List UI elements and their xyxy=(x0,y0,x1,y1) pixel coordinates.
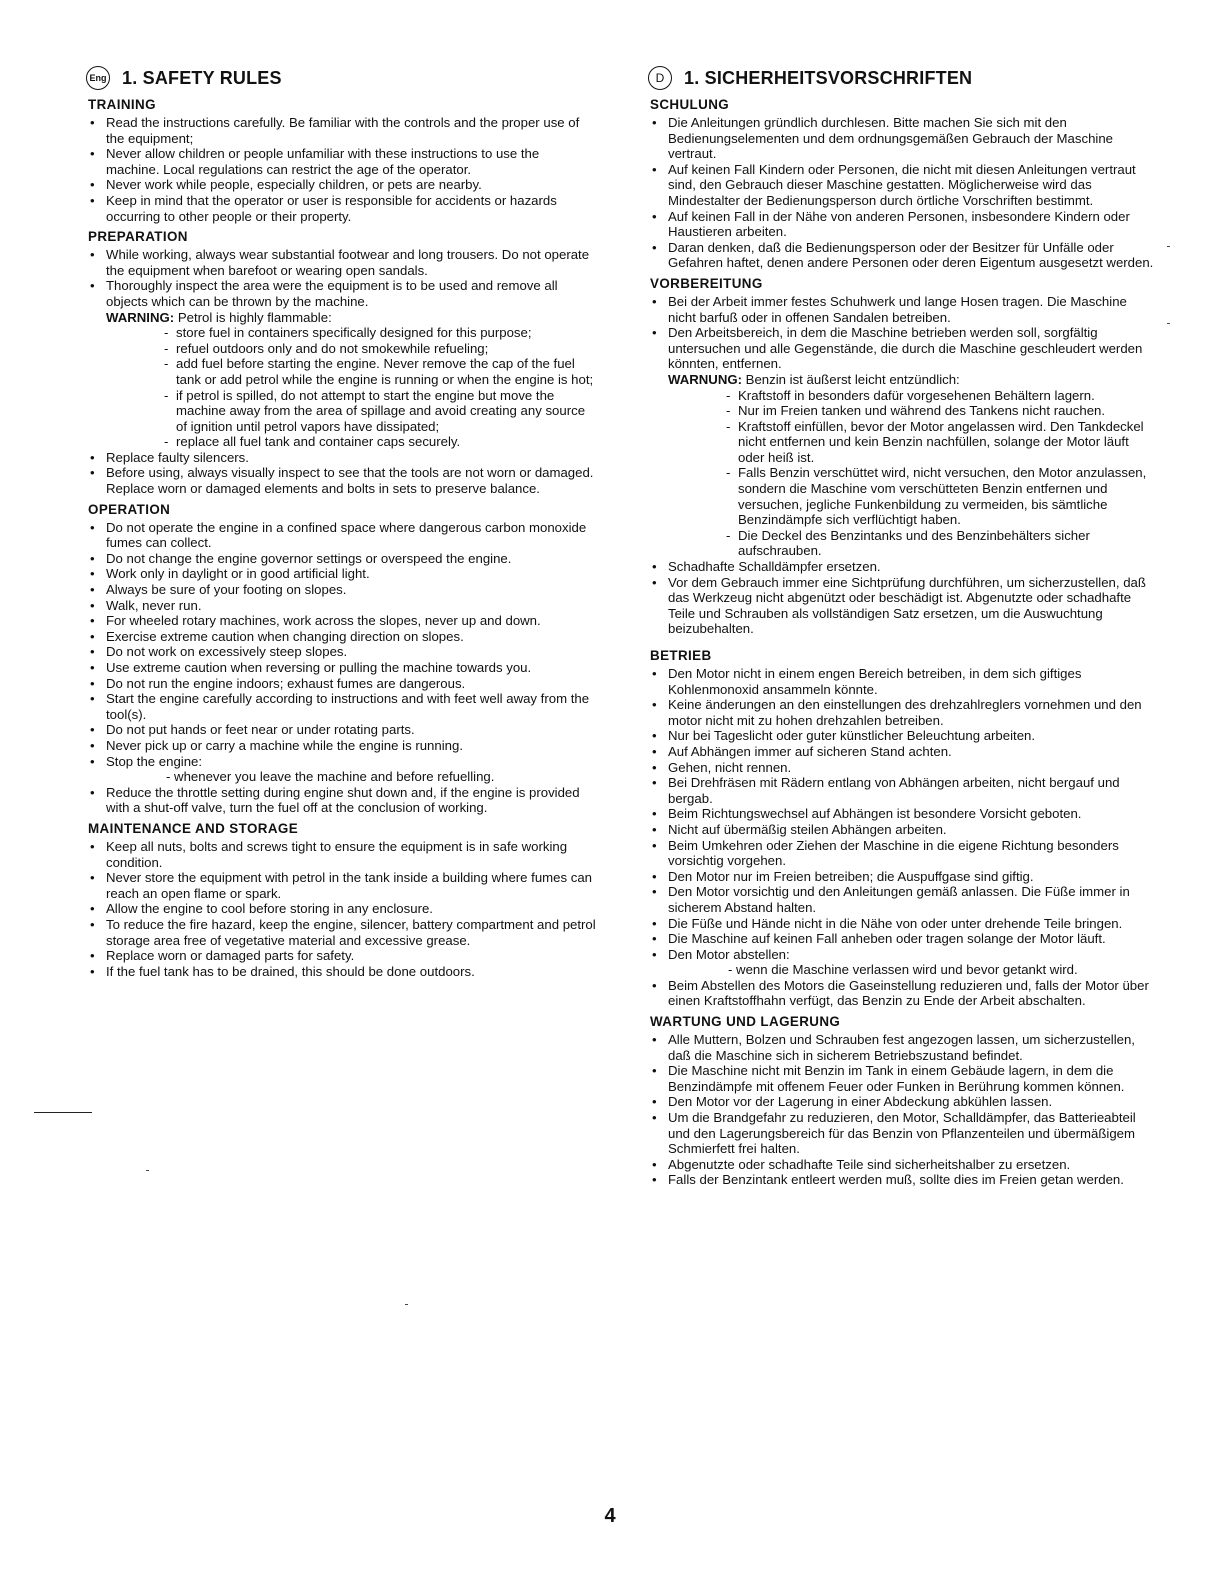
vorbereitung-heading: VORBEREITUNG xyxy=(650,275,763,291)
list-item: • For wheeled rotary machines, work across the slopes, never up and down. xyxy=(86,613,596,629)
list-item: • Allow the engine to cool before storing in any enclosure. xyxy=(86,901,596,917)
warning-item: - Kraftstoff in besonders dafür vorgesehenen Behältern lagern. xyxy=(726,388,1156,404)
list-item: • Exercise extreme caution when changing direction on slopes. xyxy=(86,629,596,645)
list-item xyxy=(648,325,1156,559)
warning-item: - refuel outdoors only and do not smokewhile refueling; xyxy=(164,341,596,357)
list-item: • Den Motor nur im Freien betreiben; die Auspuffgase sind giftig. xyxy=(648,869,1156,885)
list-item: • Den Motor nicht in einem engen Bereich betreiben, in dem sich giftiges Kohlenmonoxid ansammeln könnte. xyxy=(648,666,1156,697)
page-number: 4 xyxy=(604,1505,616,1527)
list-item: • Auf keinen Fall in der Nähe von anderen Personen, insbesondere Kindern oder Haustieren arbeiten. xyxy=(648,209,1156,240)
english-column xyxy=(86,64,596,979)
operation-list xyxy=(86,520,596,816)
list-item: • Keep all nuts, bolts and screws tight to ensure the equipment is in safe working condition. xyxy=(86,839,596,870)
list-item: • Schadhafte Schalldämpfer ersetzen. xyxy=(648,559,1156,575)
list-item: • Never pick up or carry a machine while the engine is running. xyxy=(86,738,596,754)
list-item: • Beim Umkehren oder Ziehen der Maschine in die eigene Richtung besonders vorsichtig vorgehen. xyxy=(648,838,1156,869)
warning-label: WARNING: xyxy=(106,309,175,325)
list-item xyxy=(86,754,596,785)
german-language-badge: D xyxy=(648,66,672,90)
list-item: • Before using, always visually inspect to see that the tools are not worn or damaged. Replace worn or damaged elements and bolts in sets to preserve balance. xyxy=(86,465,596,496)
list-item: • Keine änderungen an den einstellungen des drehzahlreglers vornehmen und den motor nicht mit zu hohen drehzahlen betreiben. xyxy=(648,697,1156,728)
training-heading: TRAINING xyxy=(88,97,156,112)
list-item: • Replace faulty silencers. xyxy=(86,450,596,466)
list-item: • Alle Muttern, Bolzen und Schrauben fest angezogen lassen, um sicherzustellen, daß die Maschine sich in sicherem Betriebszustand befindet. xyxy=(648,1032,1156,1063)
warning-block xyxy=(668,372,1156,388)
warning-label: WARNUNG: xyxy=(668,371,742,387)
operation-heading: OPERATION xyxy=(88,501,171,517)
list-item: • Replace worn or damaged parts for safety. xyxy=(86,948,596,964)
list-item xyxy=(86,278,596,450)
training-list xyxy=(86,115,596,224)
list-item: • Auf Abhängen immer auf sicheren Stand achten. xyxy=(648,744,1156,760)
warning-item: - Nur im Freien tanken und während des Tankens nicht rauchen. xyxy=(726,403,1156,419)
list-item: • Do not change the engine governor settings or overspeed the engine. xyxy=(86,551,596,567)
list-item: • If the fuel tank has to be drained, this should be done outdoors. xyxy=(86,964,596,980)
list-item: • Bei der Arbeit immer festes Schuhwerk und lange Hosen tragen. Die Maschine nicht barfuß oder in offenen Sandalen betreiben. xyxy=(648,294,1156,325)
list-item: • Falls der Benzintank entleert werden muß, sollte dies im Freien getan werden. xyxy=(648,1172,1156,1188)
list-item: • Work only in daylight or in good artificial light. xyxy=(86,566,596,582)
scan-speck xyxy=(1167,246,1170,247)
list-item: • Nicht auf übermäßig steilen Abhängen arbeiten. xyxy=(648,822,1156,838)
list-item: • Do not put hands or feet near or under rotating parts. xyxy=(86,722,596,738)
list-item: • Walk, never run. xyxy=(86,598,596,614)
list-item: • Never allow children or people unfamiliar with these instructions to use the machine. Local regulations can restrict the age of the operator. xyxy=(86,146,596,177)
scan-speck xyxy=(1167,323,1170,324)
list-item: • Use extreme caution when reversing or pulling the machine towards you. xyxy=(86,660,596,676)
german-column xyxy=(648,64,1156,1188)
warning-item: - Falls Benzin verschüttet wird, nicht versuchen, den Motor anzulassen, sondern die Maschine vom verschütteten Benzin entfernen und versuchen, jegliche Funkenbildung zu vermeiden, bis sämtliche Benzindämpfe sich verflüchtigt haben. xyxy=(726,465,1156,527)
list-item: • To reduce the fire hazard, keep the engine, silencer, battery compartment and petrol storage area free of vegetative material and excessive grease. xyxy=(86,917,596,948)
list-item: • Do not work on excessively steep slopes. xyxy=(86,644,596,660)
list-item: • Die Anleitungen gründlich durchlesen. Bitte machen Sie sich mit den Bedienungselementen und dem ordnungsgemäßen Gebrauch der Maschine vertraut. xyxy=(648,115,1156,162)
vorbereitung-list xyxy=(648,294,1156,637)
warning-item: - add fuel before starting the engine. Never remove the cap of the fuel tank or add petrol while the engine is running or when the engine is hot; xyxy=(164,356,596,387)
list-item: • Vor dem Gebrauch immer eine Sichtprüfung durchführen, um sicherzustellen, daß das Werkzeug nicht abgenützt oder beschädigt ist. Abgenutzte oder schadhafte Teile und Schrauben als vollständigen Satz ersetzen, um die Auswuchtung beizubehalten. xyxy=(648,575,1156,637)
list-item: • Do not operate the engine in a confined space where dangerous carbon monoxide fumes can collect. xyxy=(86,520,596,551)
preparation-list xyxy=(86,247,596,497)
english-header xyxy=(86,64,596,92)
warning-text: Petrol is highly flammable: xyxy=(177,309,332,325)
list-item-text: Den Arbeitsbereich, in dem die Maschine betrieben werden soll, sorgfältig untersuchen und alle Gegenstände, die durch die Maschine geschleudert werden könnten, entfernen. xyxy=(668,325,1143,372)
list-item: • Gehen, nicht rennen. xyxy=(648,760,1156,776)
stop-engine-condition: - whenever you leave the machine and before refuelling. xyxy=(166,769,495,785)
list-item: • Auf keinen Fall Kindern oder Personen, die nicht mit diesen Anleitungen vertraut sind, den Gebrauch dieser Maschine gestatten. Möglicherweise wird das Mindestalter der Bedienungsperson durch örtliche Vorschriften bestimmt. xyxy=(648,162,1156,209)
scan-speck xyxy=(146,1170,149,1171)
scan-speck xyxy=(405,1304,408,1305)
wartung-heading: WARTUNG UND LAGERUNG xyxy=(650,1014,841,1030)
list-item: • Um die Brandgefahr zu reduzieren, den Motor, Schalldämpfer, das Batterieabteil und den Lagerungsbereich für das Benzin von Pflanzenteilen und übermäßigem Schmierfett frei halten. xyxy=(648,1110,1156,1157)
wartung-list xyxy=(648,1032,1156,1188)
schulung-heading: SCHULUNG xyxy=(650,97,730,112)
warning-item: - if petrol is spilled, do not attempt to start the engine but move the machine away from the area of spillage and avoid creating any source of ignition until petrol vapors have dissipated; xyxy=(164,388,596,435)
german-title: 1. SICHERHEITSVORSCHRIFTEN xyxy=(684,67,973,88)
warning-item: - replace all fuel tank and container caps securely. xyxy=(164,434,596,450)
list-item: • Nur bei Tageslicht oder guter künstlicher Beleuchtung arbeiten. xyxy=(648,728,1156,744)
list-item: • Beim Abstellen des Motors die Gaseinstellung reduzieren und, falls der Motor über einen Kraftstoffhahn verfügt, das Benzin zu Ende der Arbeit abschalten. xyxy=(648,978,1156,1009)
schulung-list xyxy=(648,115,1156,271)
german-header xyxy=(648,64,1156,92)
english-language-badge: Eng xyxy=(86,66,110,90)
list-item: • Never work while people, especially children, or pets are nearby. xyxy=(86,177,596,193)
english-title: 1. SAFETY RULES xyxy=(122,67,282,88)
warning-block xyxy=(106,310,596,326)
list-item: • Beim Richtungswechsel auf Abhängen ist besondere Vorsicht geboten. xyxy=(648,806,1156,822)
list-item-text: Stop the engine: xyxy=(106,753,203,769)
scan-margin-line xyxy=(34,1112,92,1113)
betrieb-heading: BETRIEB xyxy=(650,648,712,663)
maintenance-list xyxy=(86,839,596,979)
list-item: • Bei Drehfräsen mit Rädern entlang von Abhängen arbeiten, nicht bergauf und bergab. xyxy=(648,775,1156,806)
betrieb-list xyxy=(648,666,1156,1009)
list-item: • Die Maschine nicht mit Benzin im Tank in einem Gebäude lagern, in dem die Benzindämpfe mit offenem Feuer oder Funken in Berührung kommen können. xyxy=(648,1063,1156,1094)
maintenance-heading: MAINTENANCE AND STORAGE xyxy=(88,820,299,836)
list-item: • Start the engine carefully according to instructions and with feet well away from the tool(s). xyxy=(86,691,596,722)
list-item-text: Thoroughly inspect the area were the equipment is to be used and remove all objects which can be thrown by the machine. xyxy=(106,278,558,309)
list-item: • Never store the equipment with petrol in the tank inside a building where fumes can reach an open flame or spark. xyxy=(86,870,596,901)
list-item: • Reduce the throttle setting during engine shut down and, if the engine is provided with a shut-off valve, turn the fuel off at the conclusion of working. xyxy=(86,785,596,816)
list-item: • Den Motor vor der Lagerung in einer Abdeckung abkühlen lassen. xyxy=(648,1094,1156,1110)
list-item: • Keep in mind that the operator or user is responsible for accidents or hazards occurring to other people or their property. xyxy=(86,193,596,224)
warning-item: - Die Deckel des Benzintanks und des Benzinbehälters sicher aufschrauben. xyxy=(726,528,1156,559)
warning-list xyxy=(668,388,1156,560)
list-item: • Always be sure of your footing on slopes. xyxy=(86,582,596,598)
stop-engine-condition: - wenn die Maschine verlassen wird und bevor getankt wird. xyxy=(728,962,1078,978)
warning-list xyxy=(106,325,596,450)
list-item: • While working, always wear substantial footwear and long trousers. Do not operate the equipment when barefoot or wearing open sandals. xyxy=(86,247,596,278)
list-item-text: Den Motor abstellen: xyxy=(668,946,790,962)
list-item: • Read the instructions carefully. Be familiar with the controls and the proper use of the equipment; xyxy=(86,115,596,146)
list-item: • Den Motor vorsichtig und den Anleitungen gemäß anlassen. Die Füße immer in sicherem Abstand halten. xyxy=(648,884,1156,915)
list-item: • Die Maschine auf keinen Fall anheben oder tragen solange der Motor läuft. xyxy=(648,931,1156,947)
list-item xyxy=(648,947,1156,978)
warning-text: Benzin ist äußerst leicht entzündlich: xyxy=(745,371,960,387)
warning-item: - Kraftstoff einfüllen, bevor der Motor angelassen wird. Den Tankdeckel nicht entfernen und kein Benzin nachfüllen, solange der Motor läuft oder heiß ist. xyxy=(726,419,1156,466)
list-item: • Do not run the engine indoors; exhaust fumes are dangerous. xyxy=(86,676,596,692)
warning-item: - store fuel in containers specifically designed for this purpose; xyxy=(164,325,596,341)
list-item: • Abgenutzte oder schadhafte Teile sind sicherheitshalber zu ersetzen. xyxy=(648,1157,1156,1173)
list-item: • Daran denken, daß die Bedienungsperson oder der Besitzer für Unfälle oder Gefahren haftet, denen andere Personen oder deren Eigentum ausgesetzt werden. xyxy=(648,240,1156,271)
preparation-heading: PREPARATION xyxy=(88,229,188,245)
list-item: • Die Füße und Hände nicht in die Nähe von oder unter drehende Teile bringen. xyxy=(648,916,1156,932)
